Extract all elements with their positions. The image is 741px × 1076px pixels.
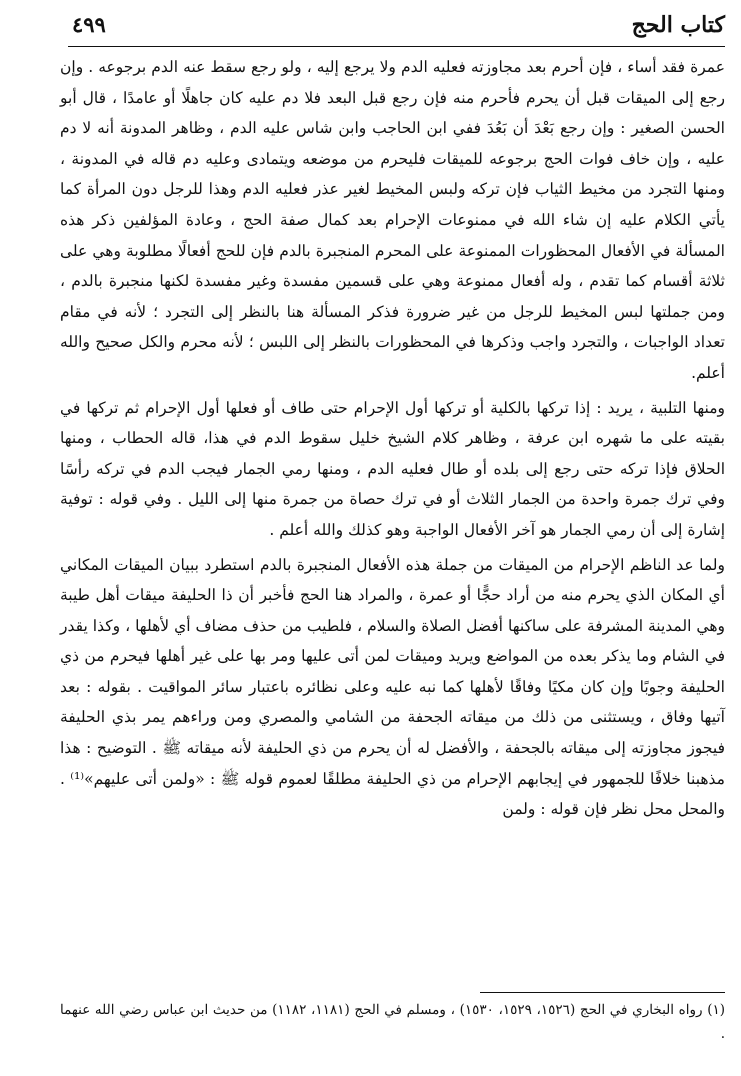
running-title: كتاب الحج bbox=[631, 12, 725, 38]
footnote: (١) رواه البخاري في الحج (١٥٢٦، ١٥٢٩، ١٥٣٠) ، ومسلم في الحج (١١٨١، ١١٨٢) من حديث ابن عباس رضي الله عنهما . bbox=[60, 1002, 726, 1042]
page-number: ٤٩٩ bbox=[72, 12, 106, 37]
header-rule bbox=[68, 46, 725, 47]
footnote-rule bbox=[480, 992, 725, 993]
paragraph-ihram-miqat-and-tajarrud: عمرة فقد أساء ، فإن أحرم بعد مجاوزته فعليه الدم ولا يرجع إليه ، ولو رجع سقط عنه الدم برجوعه . وإن رجع إلى الميقات قبل أن يحرم فأحرم منه فإن رجع قبل البعد فلا دم عليه كان جاهلًا أو عامدًا ، قال أبو الحسن الصغير : وإن رجع بَعْدَ أن بَعُدَ ففي ابن الحاجب وابن شاس عليه الدم ، وظاهر المدونة أنه لا دم عليه ، وإن خاف فوات الحج برجوعه للميقات فليحرم من موضعه ويتمادى وعليه دم قاله في المدونة ، ومنها التجرد من مخيط الثياب فإن تركه ولبس المخيط لغير عذر فعليه الدم وهذا للرجل دون المرأة كما يأتي الكلام عليه إن شاء الله في ممنوعات الإحرام بعد كمال صفة الحج ، وعادة المؤلفين ذكر هذه المسألة في الأفعال المحظورات الممنوعة على المحرم المنجبرة بالدم فإن للحج أفعالًا مطلوبة وهي على ثلاثة أقسام كما تقدم ، وله أفعال ممنوعة وهي على قسمين مفسدة وغير مفسدة لكنها منجبرة بالدم ، ومن جملتها لبس المخيط للرجل من غير ضرورة فذكر المسألة هنا بالنظر إلى التجرد ؛ لأنه في مقام تعداد الواجبات ، والتجرد واجب وذكرها في المحظورات بالنظر إلى اللبس ؛ لأنه محرم والكل صحيح والله أعلم. bbox=[60, 58, 726, 382]
main-text bbox=[60, 52, 725, 825]
page-header bbox=[72, 10, 725, 44]
paragraph-talbiya-halq-rami: ومنها التلبية ، يريد : إذا تركها بالكلية أو تركها أول الإحرام حتى طاف أو فعلها أول الإحرام ثم تركها في بقيته على ما شهره ابن عرفة ، وظاهر كلام الشيخ خليل سقوط الدم في هذا، قاله الحطاب ، ومنها الحلاق فإذا تركه حتى رجع إلى بلده أو طال فعليه الدم ، ومنها رمي الجمار فيجب الدم في تركه رأسًا وفي ترك جمرة واحدة من الجمار الثلاث أو في ترك حصاة من جمرة منها إلى الليل . وفي قوله : توفية إشارة إلى أن رمي الجمار هو آخر الأفعال الواجبة وهو كذلك والله أعلم . bbox=[60, 398, 725, 539]
paragraph-miqat-dhul-hulayfa: ولما عد الناظم الإحرام من الميقات من جملة هذه الأفعال المنجبرة بالدم استطرد ببيان الميقات المكاني أي المكان الذي يحرم منه من أراد حجًّا أو عمرة ، والمراد هنا الحج فأخبر أن ذا الحليفة ميقات أهل طيبة وهي المدينة المشرفة على ساكنها أفضل الصلاة والسلام ، فلطيب من حذف مضاف أي لأهلها ، وكذا يقدر في الشام وما يذكر بعده من المواضع ويريد وميقات لمن أتى عليها ومر بها على غير أهلها فيحرم من ذي الحليفة وجوبًا وإن كان مكيًا وفاقًا لأهلها كما نبه عليه وعلى نظائره باعتبار سائر المواقيت . بقوله : بعد آتيها وفاق ، ويستثنى من ذلك من ميقاته الجحفة من الشامي والمصري ومن وراءهم يمر بذي الحليفة فيجوز مجاوزته إلى ميقاته بالجحفة ، والأفضل له أن يحرم من ذي الحليفة لأنه ميقاته ﷺ . التوضيح : هذا مذهبنا خلافًا للجمهور في إيجابهم الإحرام من ذي الحليفة مطلقًا لعموم قوله ﷺ : «ولمن أتى عليهم»⁽¹⁾ . والمحل محل نظر فإن قوله : ولمن bbox=[60, 555, 725, 819]
